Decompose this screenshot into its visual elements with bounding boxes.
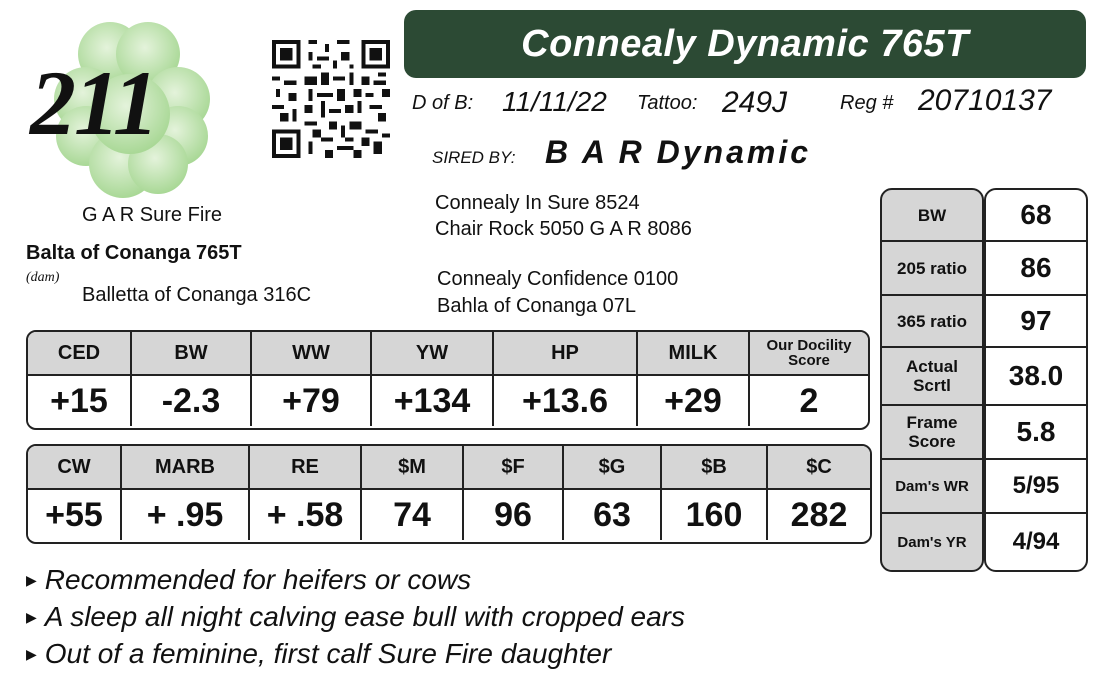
stat-values-column xyxy=(984,188,1088,572)
stat-value: 86 xyxy=(986,242,1086,296)
bullet-text: Recommended for heifers or cows xyxy=(44,564,472,595)
bullet-text: Out of a feminine, first calf Sure Fire daughter xyxy=(44,638,612,669)
dam-bottom-line1: Connealy Confidence 0100 xyxy=(437,268,679,290)
dam-dam: Balletta of Conanga 316C xyxy=(82,284,312,306)
epd-header: CED xyxy=(28,332,132,374)
epd-table-2-header xyxy=(28,446,870,490)
epd-header: $F xyxy=(464,446,564,488)
reg-value: 20710137 xyxy=(918,84,1052,117)
epd-header: RE xyxy=(250,446,362,488)
epd-header: HP xyxy=(494,332,638,374)
dob-label: D of B: xyxy=(412,92,474,114)
epd-value: 2 xyxy=(799,381,819,420)
epd-value: 74 xyxy=(362,490,464,540)
stat-label: Frame Score xyxy=(882,406,982,460)
bullet-text: A sleep all night calving ease bull with cropped ears xyxy=(44,601,686,632)
stat-label: Dam's WR xyxy=(882,460,982,514)
tattoo-label: Tattoo: xyxy=(637,92,698,114)
stat-value: 5.8 xyxy=(986,406,1086,460)
triangle-bullet-icon: ▶ xyxy=(26,608,37,625)
title-banner xyxy=(404,10,1086,78)
epd-value: 282 xyxy=(790,495,848,534)
epd-value: +13.6 xyxy=(494,376,638,426)
triangle-bullet-icon: ▶ xyxy=(26,571,37,588)
stat-label: BW xyxy=(882,190,982,242)
stat-value: 4/94 xyxy=(1012,528,1060,555)
epd-header: CW xyxy=(28,446,122,488)
stat-label: 205 ratio xyxy=(882,242,982,296)
epd-header: BW xyxy=(132,332,252,374)
dam-bottom-line2: Bahla of Conanga 07L xyxy=(437,295,637,317)
epd-value: -2.3 xyxy=(132,376,252,426)
epd-value: 96 xyxy=(464,490,564,540)
epd-value: +134 xyxy=(372,376,494,426)
epd-table-1-header xyxy=(28,332,868,376)
epd-value: + .58 xyxy=(250,490,362,540)
dam-tag: (dam) xyxy=(26,270,60,285)
reg-label: Reg # xyxy=(840,92,894,114)
epd-header: WW xyxy=(252,332,372,374)
epd-header: $M xyxy=(362,446,464,488)
stat-labels-column xyxy=(880,188,984,572)
sired-by-label: SIRED BY: xyxy=(432,148,516,167)
dob-value: 11/11/22 xyxy=(502,86,607,117)
sire-sire: Connealy In Sure 8524 xyxy=(435,192,640,214)
epd-table-1 xyxy=(26,330,870,430)
qr-code-icon[interactable] xyxy=(272,40,390,158)
epd-header: Our Docility Score xyxy=(766,337,852,369)
epd-header: $C xyxy=(806,455,832,478)
triangle-bullet-icon: ▶ xyxy=(26,645,37,662)
epd-header: $B xyxy=(662,446,768,488)
epd-table-2-values xyxy=(28,490,870,540)
stat-label: Dam's YR xyxy=(897,533,967,551)
epd-value: +79 xyxy=(252,376,372,426)
epd-value: +15 xyxy=(28,376,132,426)
stat-value: 38.0 xyxy=(986,348,1086,406)
dam-name: Balta of Conanga 765T xyxy=(26,242,242,264)
epd-header: $G xyxy=(564,446,662,488)
epd-value: 160 xyxy=(662,490,768,540)
sire-dam: Chair Rock 5050 G A R 8086 xyxy=(435,218,692,240)
dam-sire: G A R Sure Fire xyxy=(82,204,223,226)
epd-value: 63 xyxy=(564,490,662,540)
epd-table-2 xyxy=(26,444,872,544)
bullet-item xyxy=(26,564,471,596)
bullet-item xyxy=(26,601,685,633)
stat-label: 365 ratio xyxy=(882,296,982,348)
epd-header: MILK xyxy=(638,332,750,374)
stat-label: Actual Scrtl xyxy=(882,348,982,406)
epd-header: YW xyxy=(372,332,494,374)
tattoo-value: 249J xyxy=(722,86,788,119)
lot-number: 211 xyxy=(30,52,157,154)
sire-name: B A R Dynamic xyxy=(545,134,812,170)
stat-value: 97 xyxy=(986,296,1086,348)
epd-value: +55 xyxy=(28,490,122,540)
performance-stats xyxy=(880,188,1090,572)
epd-table-1-values xyxy=(28,376,868,426)
page-title: Connealy Dynamic 765T xyxy=(521,22,969,65)
stat-value: 68 xyxy=(986,190,1086,242)
epd-header: MARB xyxy=(122,446,250,488)
epd-value: +29 xyxy=(638,376,750,426)
stat-value: 5/95 xyxy=(986,460,1086,514)
epd-value: + .95 xyxy=(122,490,250,540)
bullet-item xyxy=(26,638,611,670)
